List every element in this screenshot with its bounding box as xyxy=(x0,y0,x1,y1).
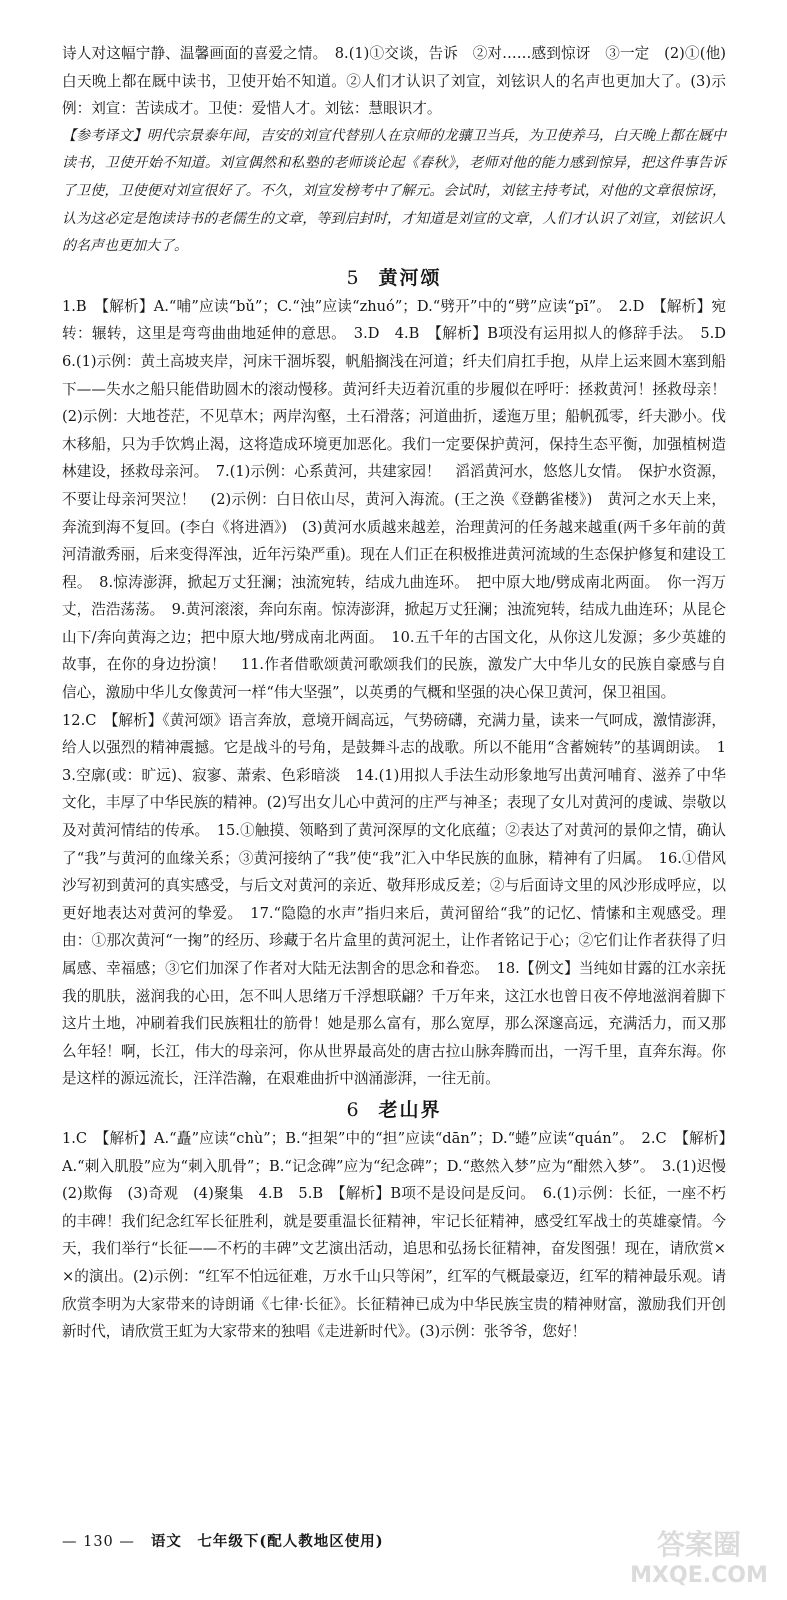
section-heading-6 xyxy=(62,1095,726,1125)
book-info: 语文 七年级下(配人教地区使用) xyxy=(150,1533,384,1550)
page-footer xyxy=(62,1530,384,1551)
watermark-text-top: 答案圈 xyxy=(656,1528,742,1561)
section-title: 黄河颂 xyxy=(378,266,442,289)
reference-translation: 【参考译文】明代宗景泰年间，吉安的刘宣代替别人在京师的龙骧卫当兵，为卫使养马，白天晚上都在厩中读书，卫使开始不知道。刘宣偶然和私塾的老师谈论起《春秋》，老师对他的能力感到惊异，把这件事告诉了卫使，卫使便对刘宣很好了。不久，刘宣发榜考中了解元。会试时，刘铉主持考试，对他的文章很惊讶，认为这必定是饱读诗书的老儒生的文章，等到启封时，才知道是刘宣的文章，人们才认识了刘宣，刘铉识人的名声也更加大了。 xyxy=(62,127,726,255)
section-title: 老山界 xyxy=(378,1098,442,1121)
section-number: 6 xyxy=(346,1098,361,1121)
watermark-logo xyxy=(625,1520,773,1590)
answer-page-body xyxy=(62,40,741,1346)
answer-paragraph-1: 诗人对这幅宁静、温馨画面的喜爱之情。 8.(1)①交谈，告诉 ②对……感到惊讶 ③一定 (2)①(他)白天晚上都在厩中读书，卫使开始不知道。②人们才认识了刘宣，刘铉识人的名声也更加大了。(3)示例：刘宣：苦读成才。卫使：爱惜人才。刘铉：慧眼识才。 xyxy=(62,45,726,118)
page-number: — 130 — xyxy=(62,1534,135,1550)
watermark-text-bottom: MXQE.COM xyxy=(630,1563,768,1588)
section-number: 5 xyxy=(346,266,361,289)
answer-paragraph-2: 1.B 【解析】A.“哺”应读“bǔ”；C.“浊”应读“zhuó”；D.“劈开”中的“劈”应读“pī”。 2.D 【解析】宛转：辗转，这里是弯弯曲曲地延伸的意思。 3.D 4.B 【解析】B项没有运用拟人的修辞手法。 5.D 6.(1)示例：黄土高坡夹岸，河床干涸坼裂，帆船搁浅在河道；纤夫们肩扛手抱，从岸上运来圆木塞到船下——失水之船只能借助圆木的滚动慢移。黄河纤夫迈着沉重的步履似在呼吁：拯救黄河！拯救母亲！(2)示例：大地苍茫，不见草木；两岸沟壑，土石滑落；河道曲折，逶迤万里；船帆孤零，纤夫渺小。伐木移船，只为手饮鸩止渴，这将造成环境更加恶化。我们一定要保护黄河，保持生态平衡，加强植树造林建设，拯救母亲河。 7.(1)示例：心系黄河，共建家园！ 滔滔黄河水，悠悠儿女情。 保护水资源，不要让母亲河哭泣！ (2)示例：白日依山尽，黄河入海流。(王之涣《登鹳雀楼》) 黄河之水天上来，奔流到海不复回。(李白《将进酒》) (3)黄河水质越来越差，治理黄河的任务越来越重(两千多年前的黄河清澈秀丽，后来变得浑浊，近年污染严重)。现在人们正在积极推进黄河流域的生态保护修复和建设工程。 8.惊涛澎湃，掀起万丈狂澜；浊流宛转，结成九曲连环。 把中原大地/劈成南北两面。 你一泻万丈，浩浩荡荡。 9.黄河滚滚，奔向东南。惊涛澎湃，掀起万丈狂澜；浊流宛转，结成九曲连环；从昆仑山下/奔向黄海之边；把中原大地/劈成南北两面。 10.五千年的古国文化，从你这儿发源；多少英雄的故事，在你的身边扮演！ 11.作者借歌颂黄河歌颂我们的民族，激发广大中华儿女的民族自豪感与自信心，激励中华儿女像黄河一样“伟大坚强”，以英勇的气概和坚强的决心保卫黄河，保卫祖国。 xyxy=(62,297,741,702)
answer-paragraph-4: 1.C 【解析】A.“矗”应读“chù”；B.“担架”中的“担”应读“dān”；D.“蜷”应读“quán”。 2.C 【解析】A.“刺入肌股”应为“刺入肌骨”；B.“记念碑”应为“纪念碑”；D.“憨然入梦”应为“酣然入梦”。 3.(1)迟慢 (2)欺侮 (3)奇观 (4)聚集 4.B 5.B 【解析】B项不是设问是反问。 6.(1)示例：长征，一座不朽的丰碑！我们纪念红军长征胜利，就是要重温长征精神，牢记长征精神，感受红军战士的英雄豪情。今天，我们举行“长征——不朽的丰碑”文艺演出活动，追思和弘扬长征精神，奋发图强！现在，请欣赏××的演出。(2)示例：“红军不怕远征难，万水千山只等闲”，红军的气概最豪迈，红军的精神最乐观。请欣赏李明为大家带来的诗朗诵《七律·长征》。长征精神已成为中华民族宝贵的精神财富，激励我们开创新时代，请欣赏王虹为大家带来的独唱《走进新时代》。(3)示例：张爷爷，您好！ xyxy=(62,1129,741,1341)
section-heading-5 xyxy=(62,263,726,293)
answer-paragraph-3: 12.C 【解析】《黄河颂》语言奔放，意境开阔高远，气势磅礴，充满力量，读来一气呵成，激情澎湃，给人以强烈的精神震撼。它是战斗的号角，是鼓舞斗志的战歌。所以不能用“含蓄婉转”的基调朗读。 13.空廓(或：旷远)、寂寥、萧索、色彩暗淡 14.(1)用拟人手法生动形象地写出黄河哺育、滋养了中华文化，丰厚了中华民族的精神。(2)写出女儿心中黄河的庄严与神圣；表现了女儿对黄河的虔诚、崇敬以及对黄河情结的传承。 15.①触摸、领略到了黄河深厚的文化底蕴；②表达了对黄河的景仰之情，确认了“我”与黄河的血缘关系；③黄河接纳了“我”使“我”汇入中华民族的血脉，精神有了归属。 16.①借风沙写初到黄河的真实感受，与后文对黄河的亲近、敬拜形成反差；②与后面诗文里的风沙形成呼应，以更好地表达对黄河的挚爱。 17.“隐隐的水声”指归来后，黄河留给“我”的记忆、情愫和主观感受。理由：①那次黄河“一掬”的经历、珍藏于名片盒里的黄河泥土，让作者铭记于心；②它们让作者获得了归属感、幸福感；③它们加深了作者对大陆无法割舍的思念和眷恋。 18.【例文】当纯如甘露的江水亲抚我的肌肤，滋润我的心田，怎不叫人思绪万千浮想联翩？千万年来，这江水也曾日夜不停地滋润着脚下这片土地，冲刷着我们民族粗壮的筋骨！她是那么富有，那么宽厚，那么深邃高远，充满活力，而又那么年轻！啊，长江，伟大的母亲河，你从世界最高处的唐古拉山脉奔腾而出，一泻千里，直奔东海。你是这样的源远流长，汪洋浩瀚，在艰难曲折中汹涌澎湃，一往无前。 xyxy=(62,711,726,1088)
